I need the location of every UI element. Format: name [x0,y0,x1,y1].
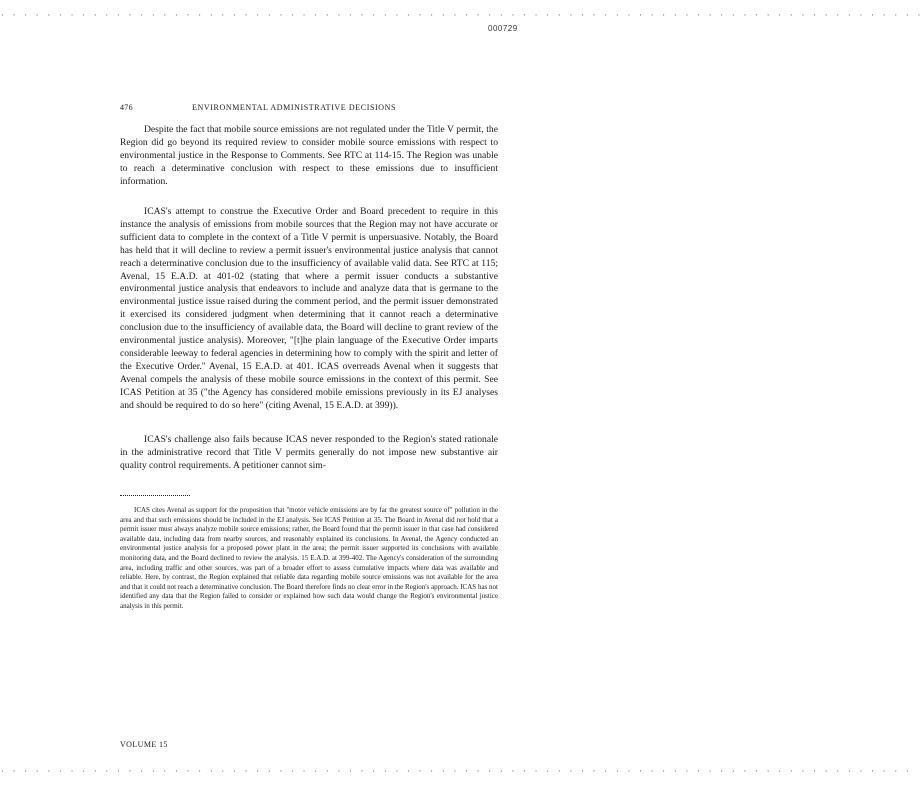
footnote: ICAS cites Avenal as support for the proposition that "motor vehicle emissions are by far the greatest source of" pollution in the area and that such emissions should be included in the EJ analysis. See ICAS Petition at 35. The Board in Avenal did not hold that a permit issuer must always analyze mobile source emissions; rather, the Board found that the permit issuer in that case had considered available data, including data from nearby sources, and reasonably explained its conclusions. In Avenal, the Agency conducted an environmental justice analysis for a proposed power plant in the area; the permit issuer supported its conclusions with available monitoring data, and the Board declined to review the analysis. 15 E.A.D. at 399-402. The Agency's consideration of the surrounding area, including traffic and other sources, was part of a broader effort to assess cumulative impacts where data was available and reliable. Here, by contrast, the Region explained that reliable data regarding mobile source emissions was not available for the area and that it could not reach a determinative conclusion. The Board therefore finds no clear error in the Region's approach. ICAS has not identified any data that the Region failed to consider or explained how such data would change the Region's environmental justice analysis in this permit. [120,506,498,610]
scan-noise-top: · · · · · · · · · · · · · · · · · · · · · · · · · · · · · · · · · · · · · · · · · · · · · · · · · · · · · · · · · · · · · · · · · · · · · · · · · · · · · · · · [0,11,922,20]
scan-noise-bottom: · · · · · · · · · · · · · · · · · · · · · · · · · · · · · · · · · · · · · · · · · · · · · · · · · · · · · · · · · · · · · · · · · · · · · · · · · · · · · · · [0,767,911,776]
paragraph-text: ICAS's attempt to construe the Executive Order and Board precedent to require in this instance the analysis of emissions from mobile sources that the Region may not have accurate or sufficient data to complete in the context of a Title V permit is unpersuasive. Notably, the Board has held that it will decline to review a permit issuer's environmental justice analysis that cannot reach a determinative conclusion due to the insufficiency of available valid data. See RTC at 115; Avenal, 15 E.A.D. at 401-02 (stating that where a permit issuer conducts a substantive environmental justice analysis that endeavors to include and analyze data that is germane to the environmental justice issue raised during the comment period, and the permit issuer demonstrated it exercised its considered judgment when determining that it cannot reach a determinative conclusion due to the insufficiency of available data, the Board will decline to grant review of the environmental justice analysis). Moreover, "[t]he plain language of the Executive Order imparts considerable leeway to federal agencies in determining how to comply with the spirit and letter of the Executive Order." Avenal, 15 E.A.D. at 401. ICAS overreads Avenal when it suggests that Avenal compels the analysis of these mobile source emissions in the context of this permit. See ICAS Petition at 35 ("the Agency has considered mobile emissions previously in its EJ analyses and should be required to do so here" (citing Avenal, 15 E.A.D. at 399)). [120,206,498,411]
page-number: 476 [120,103,133,112]
paragraph-text: ICAS's challenge also fails because ICAS never responded to the Region's stated rationale in the administrative record that Title V permits generally do not impose new substantive air quality control requirements. A petitioner cannot sim- [120,434,498,471]
volume-footer: VOLUME 15 [120,740,168,749]
body-paragraph-2 [120,206,498,413]
footnote-rule [120,495,190,496]
running-head: ENVIRONMENTAL ADMINISTRATIVE DECISIONS [192,103,397,112]
paragraph-text: Despite the fact that mobile source emissions are not regulated under the Title V permit, the Region did go beyond its required review to consider mobile source emissions with respect to environmental justice in the Response to Comments. See RTC at 114-15. The Region was unable to reach a determinative conclusion with respect to these emissions due to insufficient information. [120,124,498,187]
body-paragraph-3 [120,434,498,473]
document-stamp: 000729 [488,24,518,33]
body-paragraph-1 [120,124,498,189]
